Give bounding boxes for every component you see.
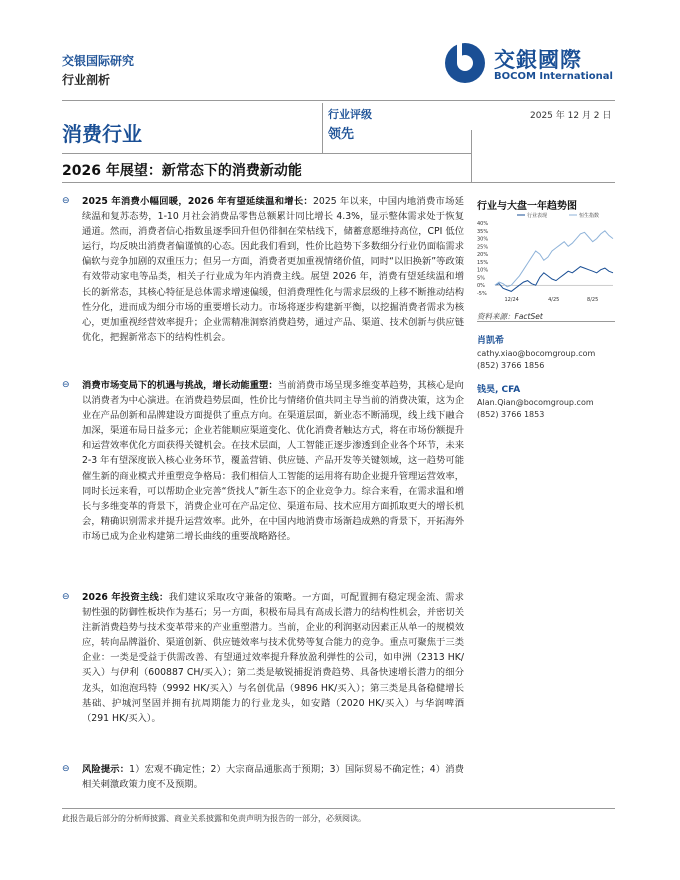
analyst-name: 钱昊, CFA — [477, 385, 521, 395]
paragraph-2 — [62, 378, 464, 544]
trend-chart — [477, 211, 617, 311]
divider — [62, 153, 472, 154]
bullet-icon: ⊖ — [62, 764, 70, 774]
y-tick-label: 10% — [477, 267, 489, 274]
report-category: 行业剖析 — [62, 73, 111, 87]
rating-label: 行业评级 — [328, 108, 372, 121]
paragraph-1 — [62, 194, 464, 345]
analyst-email[interactable]: Alan.Qian@bocomgroup.com — [477, 398, 594, 407]
y-tick-label: 30% — [477, 236, 489, 243]
divider — [471, 130, 472, 183]
y-tick-label: 20% — [477, 252, 489, 259]
x-tick-label: 4/25 — [548, 297, 560, 303]
y-tick-label: 0% — [477, 283, 485, 290]
disclaimer-footer: 此报告最后部分的分析师披露、商业关系披露和免责声明为报告的一部分，必须阅读。 — [62, 814, 366, 823]
y-tick-label: 35% — [477, 228, 489, 235]
bullet-icon: ⊖ — [62, 196, 70, 206]
analyst-phone: (852) 3766 1856 — [477, 361, 545, 370]
sector-title: 消费行业 — [62, 122, 142, 146]
legend-label: 恒生指数 — [579, 213, 600, 219]
rating-value: 领先 — [328, 127, 355, 142]
paragraph-4 — [62, 762, 464, 792]
logo-text-en: BOCOM International — [494, 71, 613, 82]
divider — [62, 808, 615, 809]
analyst-2 — [477, 382, 594, 419]
legend-label: 行业表现 — [527, 213, 548, 219]
paragraph-text: 当前消费市场呈现多维变革趋势，其核心是向以消费者为中心演进。在消费趋势层面，性价比与情绪价值共同主导当前的消费决策，这为企业在产品创新和品牌建设方面提供了重点方向。在渠道层面，新业态不断涌现，线上线下融合加深，渠道布局日益多元；企业若能顺应渠道变化、优化消费者触达方式，将在市场份额提升和运营效率优化方面获得关键机会。在技术层面，人工智能正逐步渗透到企业各个环节，未来 2-3 年有望深度嵌入核心业务环节，覆盖营销、供应链、产品开发等关键领域，这一趋势可能催生新的商业模式并重塑竞争格局：我们相信人工智能的运用将有助企业提升管理运营效率，同时长远来看，可以帮助企业完善“货找人”新生态下的企业竞争力。综合来看，在需求温和增长与多维变革的背景下，消费企业可在产品定位、渠道布局、技术应用方面抓取更大的增长机会，精确识别需求并提升运营效率。此外，在中国内地消费市场渐趋成熟的背景下，开拓海外市场已成为企业构建第二增长曲线的重要战略路径。 — [82, 380, 464, 542]
divider — [322, 103, 323, 153]
analyst-1 — [477, 333, 595, 370]
analyst-phone: (852) 3766 1853 — [477, 410, 545, 419]
paragraph-3 — [62, 590, 464, 726]
report-title: 2026 年展望：新常态下的消费新动能 — [62, 163, 302, 179]
org-name: 交银国际研究 — [62, 54, 135, 68]
series-line-2 — [495, 231, 613, 287]
y-tick-label: 15% — [477, 259, 489, 266]
divider — [62, 182, 615, 183]
chart-title: 行业与大盘一年趋势图 — [477, 201, 577, 212]
y-tick-label: -5% — [477, 291, 487, 297]
paragraph-lead: 2025 年消费小幅回暖，2026 年有望延续温和增长： — [82, 196, 313, 207]
paragraph-text: 2025 年以来，中国内地消费市场延续温和复苏态势，1-10 月社会消费品零售总额累计同比增长 4.3%，显示整体需求处于恢复通道。然而，消费者信心指数虽逐季回升但仍徘徊在荣枯线下，储蓄意愿维持高位，CPI 低位运行，均反映出消费者偏谨慎的心态。因此我们看到，性价比趋势下多数细分行业仍面临需求偏软与竞争加剧的双重压力；但另一方面，消费者更加重视情绪价值，同时“以旧换新”等政策有效带动家电等品类，相关子行业成为年内消费主线。展望 2026 年，消费有望延续温和增长的新常态，其核心特征是总体需求增速偏缓，但消费理性化与需求层级的上移不断推动结构性分化，进而成为细分市场的重要增长动力。市场将逐步构建新平衡，以挖掘消费者需求为核心，更加重视经营效率提升；企业需精准洞察消费趋势，通过产品、渠道、技术创新与供应链优化，把握新常态下的结构性机会。 — [82, 196, 464, 343]
paragraph-text: 我们建议采取攻守兼备的策略。一方面，可配置拥有稳定现金流、需求韧性强的防御性板块作为基石；另一方面，积极布局具有高成长潜力的结构性机会，并密切关注新消费趋势与技术变革带来的产业重塑潜力。当前，企业的利润驱动因素正从单一的规模效应，转向品牌溢价、渠道创新、供应链效率与技术优势等复合能力的竞争。重点可聚焦于三类企业：一类是受益于供需改善、有望通过效率提升释放盈利弹性的公司，如申洲（2313 HK/买入）与伊利（600887 CH/买入）；第二类是敏锐捕捉消费趋势、具备快速增长潜力的细分龙头，如泡泡玛特（9992 HK/买入）与名创优品（9896 HK/买入）；第三类是具备稳健增长基础、护城河坚固并拥有抗周期能力的行业龙头，如安踏（2020 HK/买入）与华润啤酒（291 HK/买入）。 — [82, 592, 464, 724]
divider — [477, 321, 615, 322]
analyst-email[interactable]: cathy.xiao@bocomgroup.com — [477, 349, 596, 358]
x-tick-label: 8/25 — [587, 297, 599, 303]
bullet-icon: ⊖ — [62, 592, 70, 602]
chart-source: 资料来源：FactSet — [477, 312, 543, 321]
paragraph-lead: 2026 年投资主线： — [82, 592, 169, 603]
bullet-icon: ⊖ — [62, 380, 70, 390]
paragraph-lead: 风险提示： — [82, 764, 130, 775]
report-date: 2025 年 12 月 2 日 — [530, 111, 612, 121]
paragraph-lead: 消费市场变局下的机遇与挑战，增长动能重塑： — [82, 380, 278, 391]
y-tick-label: 40% — [477, 221, 489, 227]
divider — [62, 100, 615, 101]
y-tick-label: 25% — [477, 244, 489, 251]
paragraph-text: 1）宏观不确定性；2）大宗商品通胀高于预期；3）国际贸易不确定性；4）消费相关刺激政策力度不及预期。 — [82, 764, 464, 791]
analyst-name: 肖凯希 — [477, 336, 505, 346]
series-line-1 — [495, 267, 613, 292]
logo-text-cn: 交銀國際 — [494, 48, 582, 72]
y-tick-label: 5% — [477, 275, 485, 282]
x-tick-label: 12/24 — [504, 297, 519, 303]
